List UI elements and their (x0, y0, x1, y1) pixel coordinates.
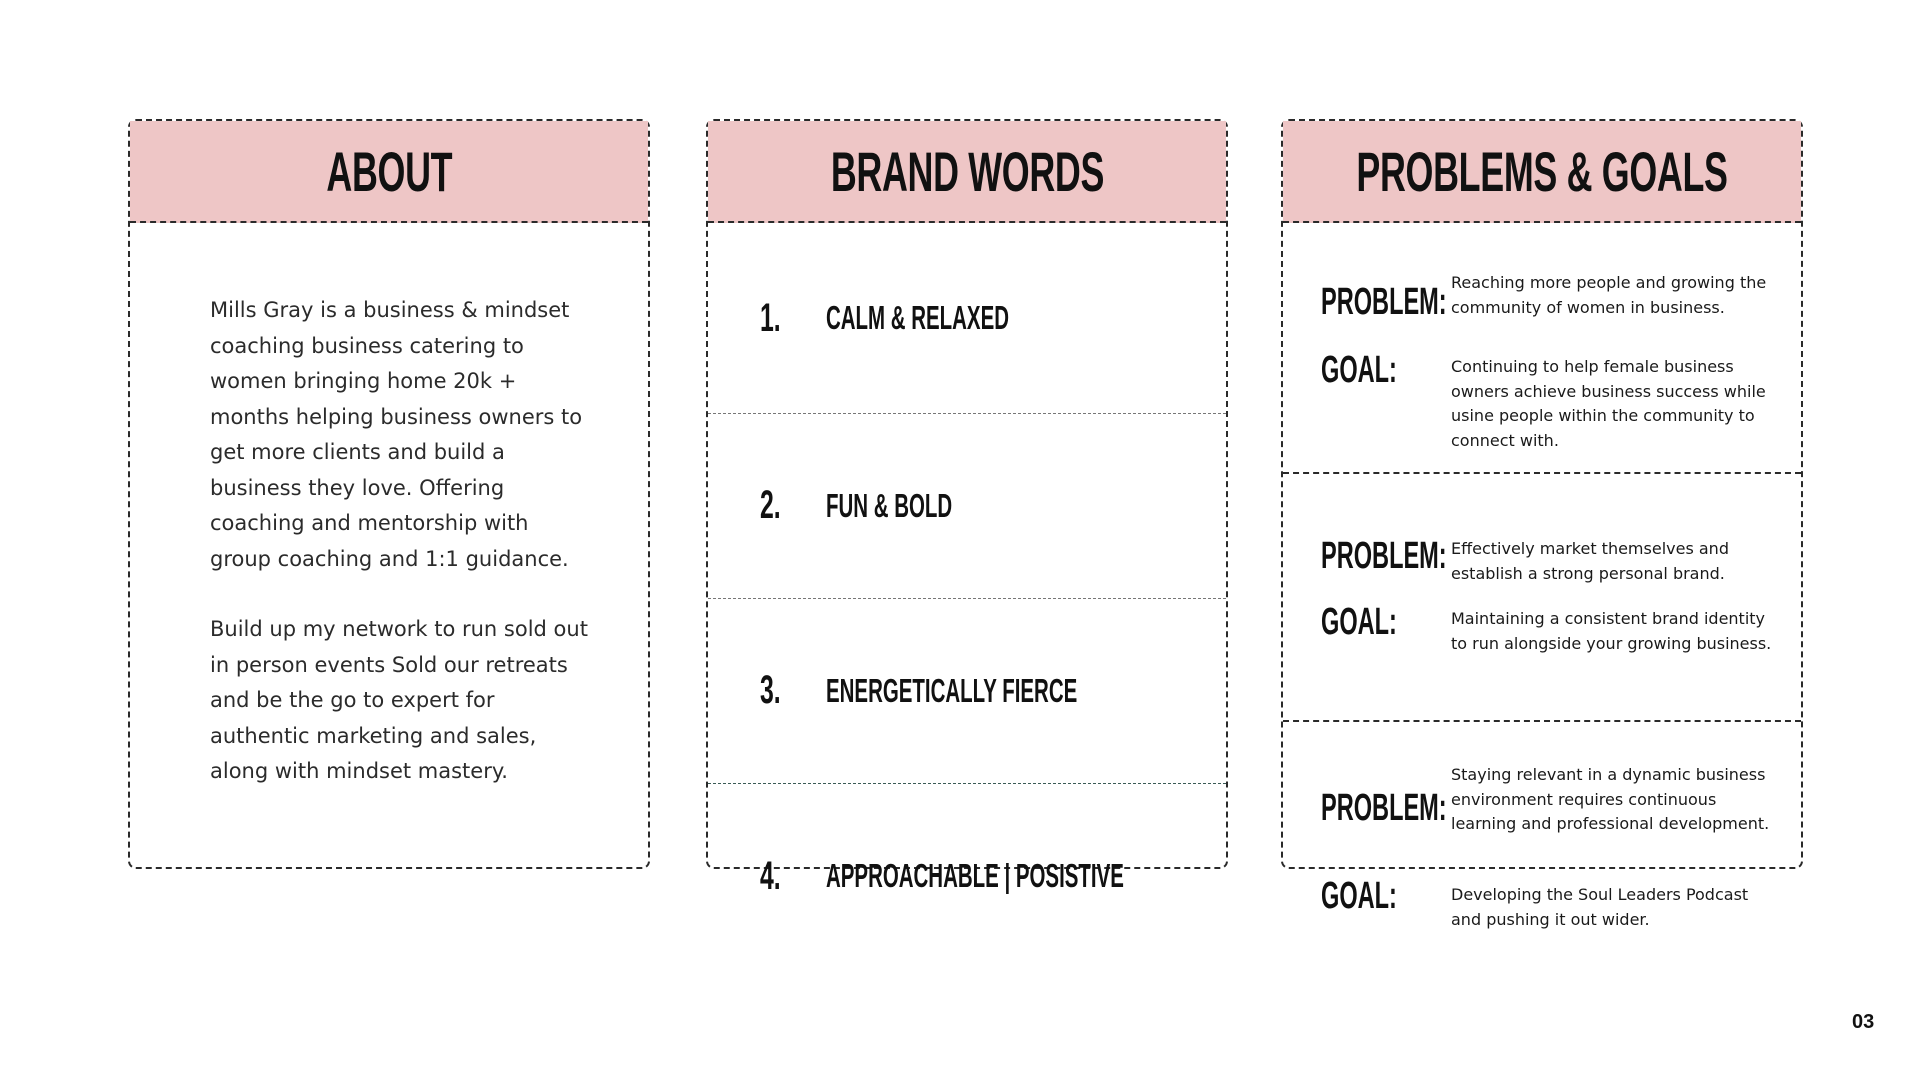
goal-text: Maintaining a consistent brand identity to run alongside your growing business. (1451, 609, 1772, 653)
goal-text: Developing the Soul Leaders Podcast and pushing it out wider. (1451, 885, 1749, 929)
problems-goals-list (1283, 223, 1801, 929)
brand-words-header (708, 121, 1226, 223)
brand-word-item (708, 223, 1226, 413)
brand-word-number: 3. (760, 668, 781, 712)
brand-word-item (708, 598, 1226, 783)
problems-goals-header (1283, 121, 1801, 223)
problem-text: Staying relevant in a dynamic business environment requires continuous learning and professional development. (1451, 765, 1770, 833)
brand-word-number: 1. (760, 295, 781, 340)
brand-words-title: BRAND WORDS (830, 139, 1104, 203)
brand-word-text: FUN & BOLD (826, 486, 953, 524)
about-paragraph: Build up my network to run sold out in person events Sold our retreats and be the go to expert for authentic marketing and sales, along with mindset mastery. (210, 617, 588, 783)
brand-words-card (706, 119, 1228, 898)
about-paragraph: Mills Gray is a business & mindset coaching business catering to women bringing home 20k + months helping business owners to get more clients and build a business they love. Offering coaching and mentorship with group coaching and 1:1 guidance. (210, 298, 583, 571)
brand-word-text: APPROACHABLE | POSISTIVE (826, 857, 1124, 894)
goal-text: Continuing to help female business owners achieve business success while usine people within the community to connect with. (1451, 357, 1766, 450)
goal-label: GOAL: (1321, 875, 1397, 917)
problem-label: PROBLEM: (1321, 281, 1447, 323)
problems-goals-title: PROBLEMS & GOALS (1356, 139, 1728, 203)
goal-label: GOAL: (1321, 349, 1397, 391)
about-card (128, 119, 650, 869)
problem-text: Reaching more people and growing the community of women in business. (1451, 273, 1767, 317)
page-number: 03 (1852, 1011, 1875, 1033)
brand-word-item (708, 783, 1226, 969)
problem-goal-block (1283, 721, 1801, 969)
about-body (130, 223, 648, 790)
problem-text: Effectively market themselves and establish a strong personal brand. (1451, 539, 1729, 583)
brand-words-list (708, 223, 1226, 898)
problems-goals-card (1281, 119, 1803, 929)
brand-word-item (708, 413, 1226, 598)
about-header (130, 121, 648, 223)
problem-label: PROBLEM: (1321, 535, 1447, 577)
problem-goal-block (1283, 223, 1801, 473)
brand-word-number: 2. (760, 483, 781, 527)
about-title: ABOUT (326, 139, 452, 203)
problem-label: PROBLEM: (1321, 787, 1447, 829)
brand-word-text: CALM & RELAXED (826, 299, 1010, 336)
goal-label: GOAL: (1321, 601, 1397, 643)
brand-word-number: 4. (760, 853, 781, 898)
problem-goal-block (1283, 473, 1801, 721)
brand-word-text: ENERGETICALLY FIERCE (826, 671, 1078, 709)
